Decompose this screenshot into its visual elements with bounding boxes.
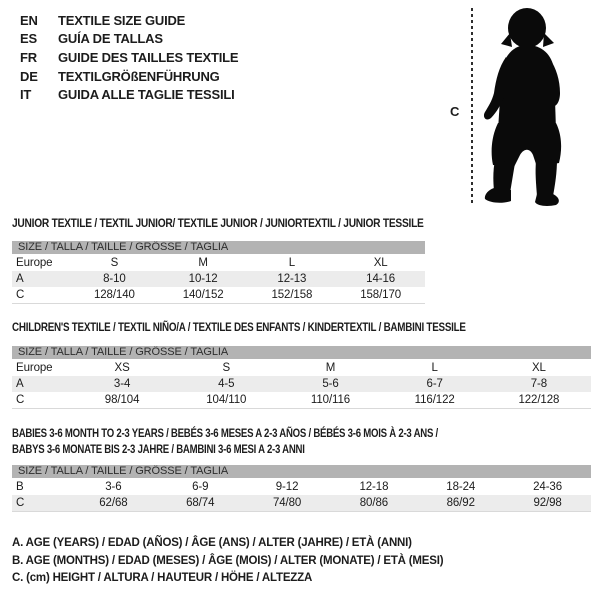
table-row (12, 255, 425, 271)
size-table-junior (12, 255, 425, 304)
language-code: FR (20, 49, 37, 65)
table-cell: 5-6 (322, 378, 339, 390)
size-header-bar: SIZE / TALLA / TAILLE / GRÖSSE / TAGLIA (12, 241, 425, 254)
size-header-bar: SIZE / TALLA / TAILLE / GRÖSSE / TAGLIA (12, 465, 591, 478)
table-cell: 92/98 (533, 497, 562, 509)
section-title: CHILDREN'S TEXTILE / TEXTIL NIÑO/A / TEXTILE DES ENFANTS / KINDERTEXTIL / BAMBINI TESSILE (12, 320, 466, 334)
table-cell: 7-8 (530, 378, 548, 390)
language-code: DE (20, 68, 38, 84)
table-cell: 122/128 (518, 394, 560, 406)
table-cell: 4-5 (218, 378, 235, 390)
language-title-list (20, 11, 238, 104)
legend-line-a: A. AGE (YEARS) / EDAD (AÑOS) / ÂGE (ANS) / ALTER (JAHRE) / ETÀ (ANNI) (12, 537, 412, 549)
table-cell: 80/86 (359, 497, 389, 509)
table-cell: 12-13 (277, 273, 307, 285)
section-children-textile (12, 320, 591, 406)
row-label: A (16, 273, 24, 285)
table-cell: 3-4 (113, 378, 131, 390)
height-measure-label: C (450, 104, 460, 119)
table-cell: 158/170 (360, 289, 402, 301)
table-cell: 62/68 (99, 497, 128, 509)
table-cell: 104/110 (206, 394, 247, 406)
language-title: TEXTILGRÖßENFÜHRUNG (58, 68, 220, 84)
language-row (20, 11, 238, 30)
language-row (20, 67, 238, 86)
section-junior-textile (12, 216, 425, 301)
table-row (12, 479, 591, 495)
table-row (12, 360, 591, 376)
table-cell: 128/140 (93, 289, 135, 301)
table-cell: S (222, 362, 231, 374)
table-cell: 10-12 (188, 273, 218, 285)
table-cell: 12-18 (359, 481, 389, 493)
table-cell: L (431, 362, 438, 374)
table-row (12, 287, 425, 303)
table-cell: 24-36 (533, 481, 563, 493)
section-title-line2: BABYS 3-6 MONATE BIS 2-3 JAHRE / BAMBINI 3-6 MESI A 2-3 ANNI (12, 442, 305, 456)
table-cell: 8-10 (103, 273, 126, 285)
table-cell: XS (114, 362, 130, 374)
table-cell: 3-6 (105, 481, 122, 493)
section-title-line1: BABIES 3-6 MONTH TO 2-3 YEARS / BEBÉS 3-6 MESES A 2-3 AÑOS / BÉBÉS 3-6 MOIS À 2-3 ANS / (12, 426, 438, 440)
language-title: GUIDE DES TAILLES TEXTILE (58, 49, 239, 65)
table-cell: 152/158 (271, 289, 313, 301)
table-cell: S (110, 257, 119, 269)
table-cell: 18-24 (446, 481, 476, 493)
row-label: C (16, 394, 25, 406)
table-cell: 14-16 (366, 273, 396, 285)
size-header-bar: SIZE / TALLA / TAILLE / GRÖSSE / TAGLIA (12, 346, 591, 359)
table-cell: 74/80 (272, 497, 302, 509)
row-label: Europe (16, 257, 53, 269)
table-cell: L (288, 257, 296, 269)
table-row (12, 392, 591, 408)
language-title: GUIDA ALLE TAGLIE TESSILI (58, 87, 235, 103)
size-table-children (12, 360, 591, 409)
legend-line-b: B. AGE (MONTHS) / EDAD (MESES) / ÂGE (MOIS) / ALTER (MONATE) / ETÀ (MESI) (12, 554, 444, 567)
language-row (20, 30, 238, 49)
language-code: ES (20, 31, 37, 47)
table-cell: 6-7 (426, 378, 443, 390)
row-label: C (16, 497, 25, 509)
table-cell: 6-9 (192, 481, 209, 493)
baby-silhouette-icon (482, 5, 594, 207)
table-cell: 68/74 (186, 497, 215, 509)
language-row (20, 48, 238, 67)
language-code: IT (20, 87, 32, 103)
row-label: A (16, 378, 24, 390)
language-row (20, 85, 238, 104)
table-cell: 9-12 (275, 481, 299, 493)
table-cell: 110/116 (310, 394, 351, 406)
table-cell: M (198, 257, 208, 269)
section-title: JUNIOR TEXTILE / TEXTIL JUNIOR/ TEXTILE JUNIOR / JUNIORTEXTIL / JUNIOR TESSILE (12, 216, 424, 230)
table-cell: 98/104 (104, 394, 140, 406)
table-row (12, 495, 591, 511)
table-row (12, 271, 425, 287)
row-label: B (16, 481, 24, 493)
table-cell: M (325, 362, 336, 374)
language-title: GUÍA DE TALLAS (58, 31, 163, 47)
table-cell: XL (373, 257, 388, 269)
table-cell: 116/122 (414, 394, 455, 406)
height-measure-dashed-line (471, 8, 473, 206)
legend-line-c: C. (cm) HEIGHT / ALTURA / HAUTEUR / HÖHE / ALTEZZA (12, 572, 313, 585)
table-cell: 86/92 (446, 497, 475, 509)
row-label: Europe (16, 362, 53, 374)
table-cell: XL (531, 362, 546, 374)
table-cell: 140/152 (182, 289, 224, 301)
measure-legend (12, 535, 443, 588)
row-label: C (16, 289, 25, 301)
language-code: EN (20, 12, 38, 28)
table-row (12, 376, 591, 392)
section-babies-textile (12, 425, 591, 509)
language-title: TEXTILE SIZE GUIDE (58, 12, 186, 28)
size-table-babies (12, 479, 591, 512)
